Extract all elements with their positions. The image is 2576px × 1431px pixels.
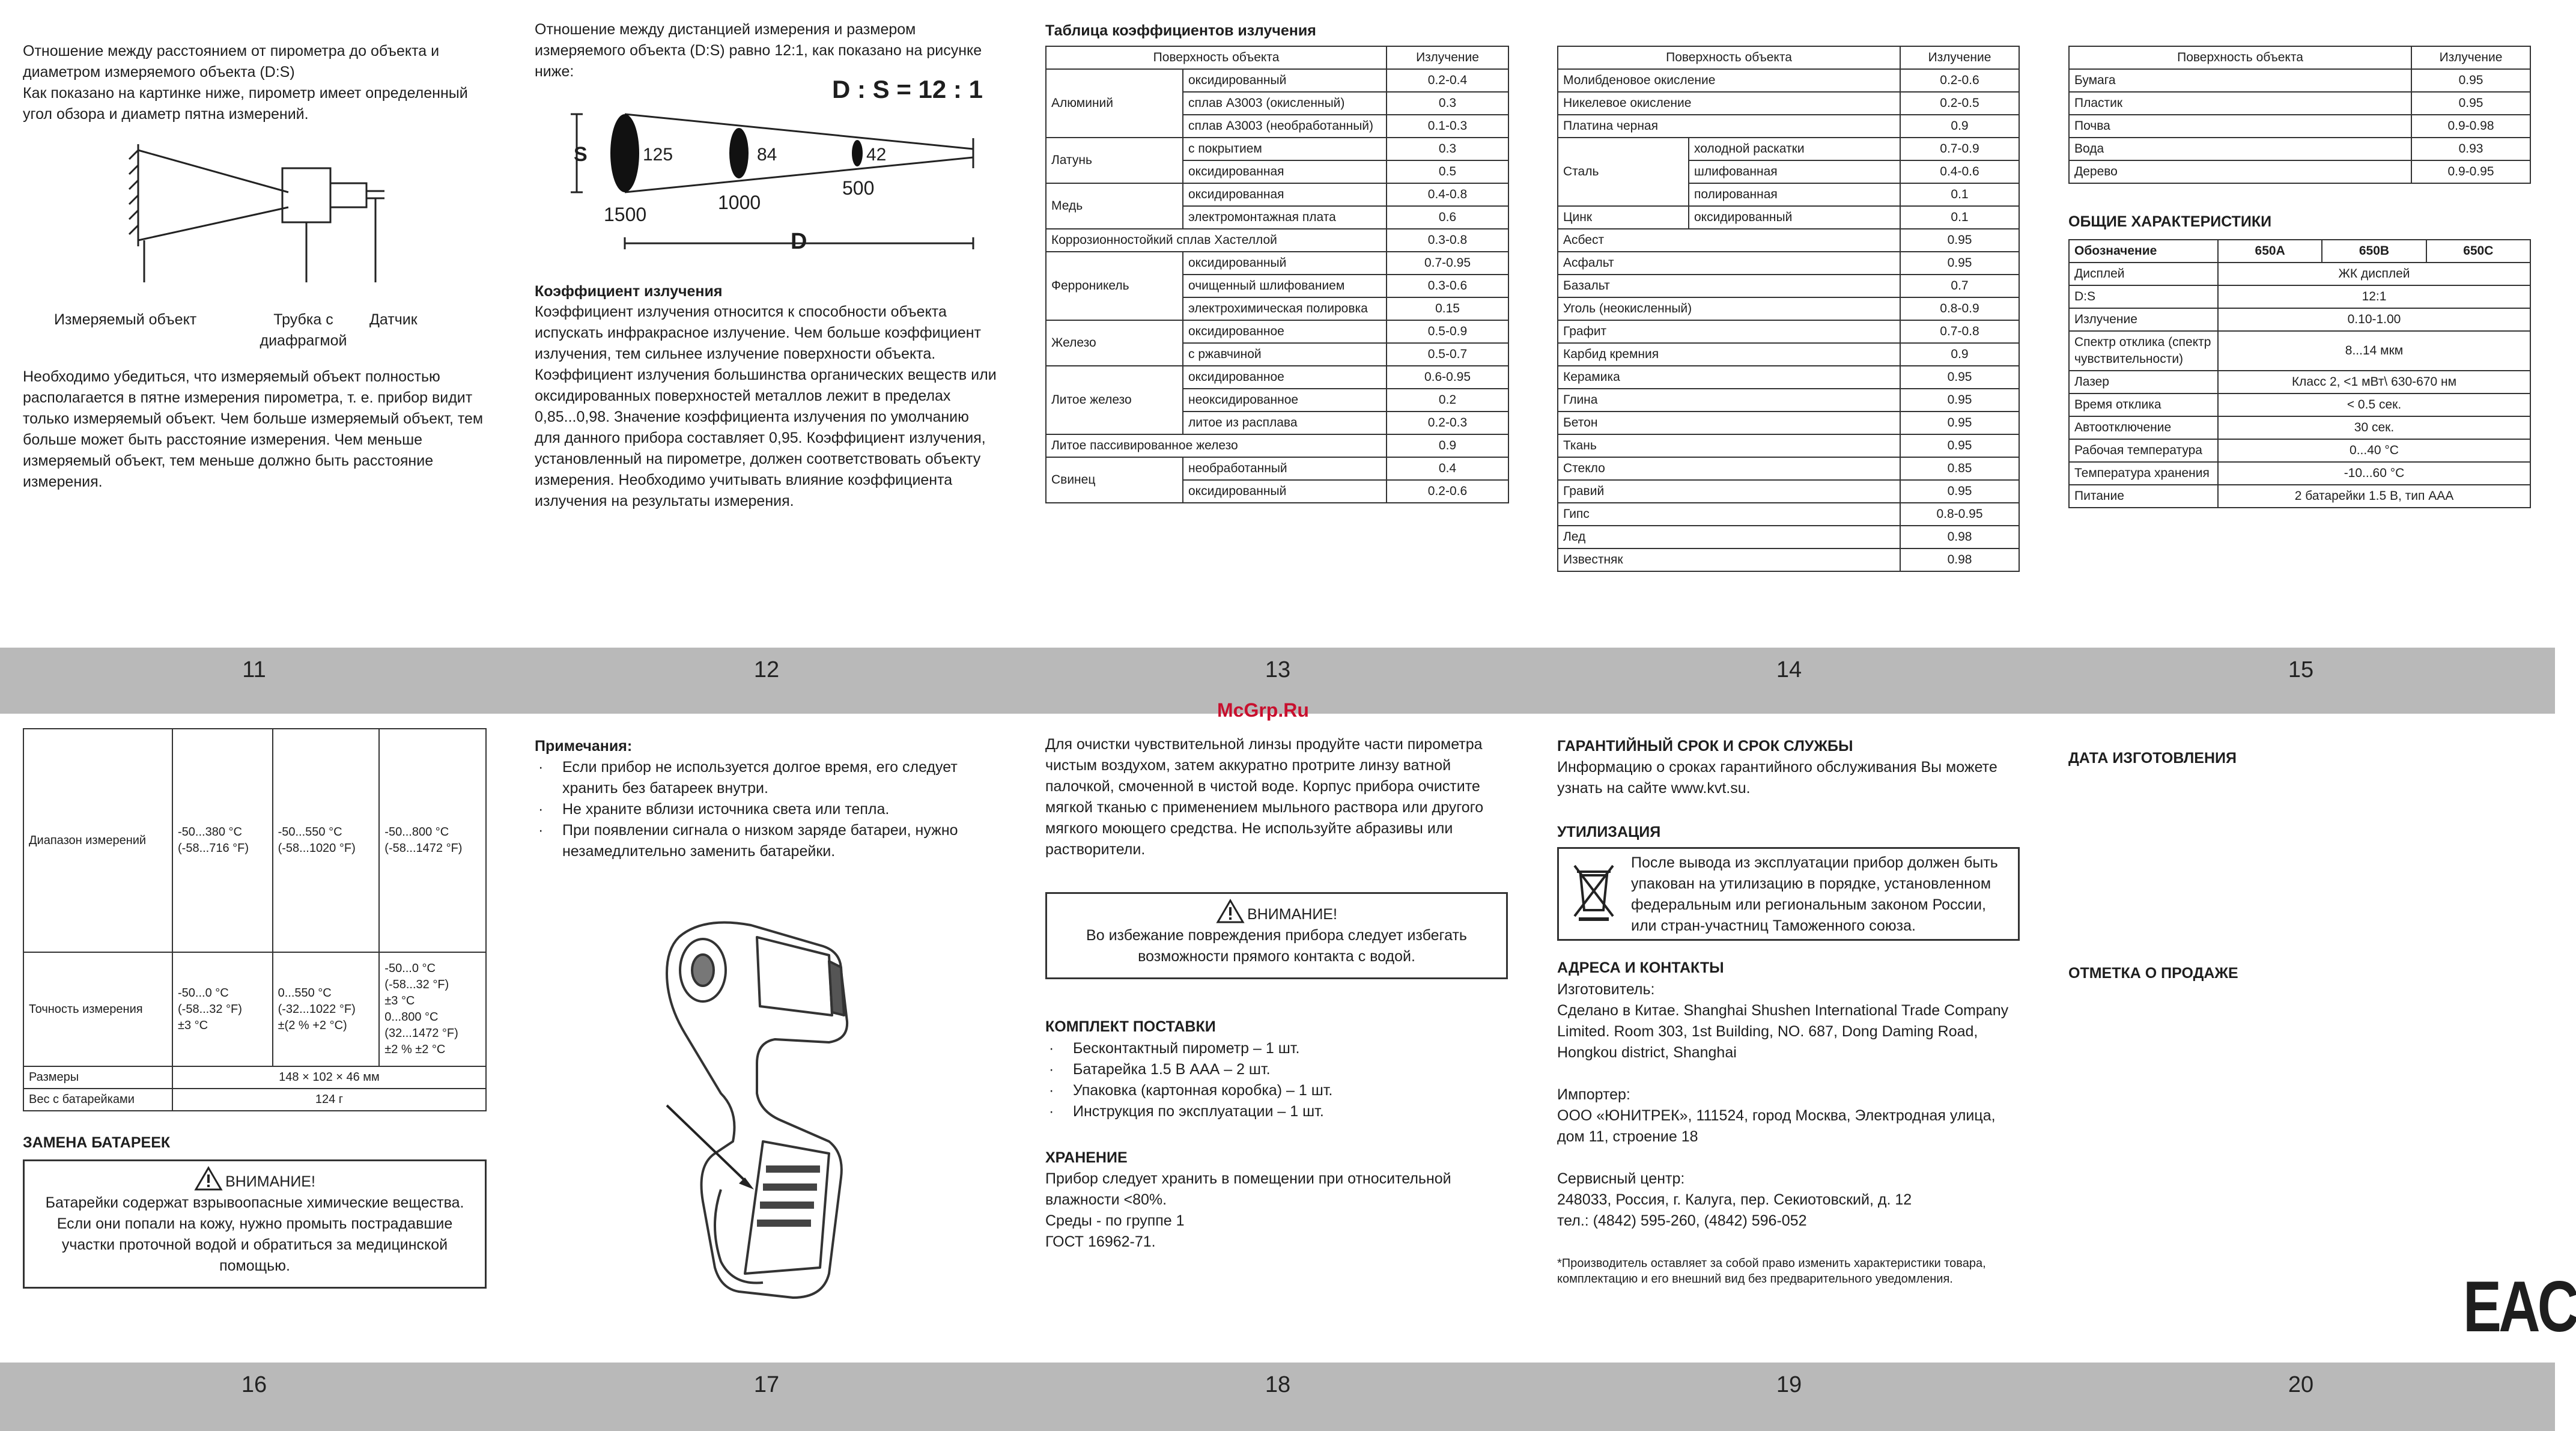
page-number: 15: [2288, 657, 2314, 682]
spec-row: [2069, 308, 2530, 331]
disposal-box: [1557, 847, 2020, 941]
emissivity-text: Коэффициент излучения относится к способности объекта испускать инфракрасное излучение. Чем больше коэффициент излучения, тем сильнее излучение поверхности объекта. Коэффициент излучения большинства органических веществ или оксидированных поверхностей металлов лежит в пределах 0,85...0,98. Значение коэффициента излучения по умолчанию для данного прибора составляет 0,95. Коэффициент излучения, установленный на пирометре, должен соответствовать объекту измерения. Необходимо учитывать влияние коэффициента излучения на результаты измерения.: [535, 303, 997, 509]
label-sensor: Датчик: [369, 311, 418, 328]
surface-name: Графит: [1558, 320, 1900, 343]
weee-bin-icon: [1570, 862, 1618, 922]
emissivity-value: 0.98: [1900, 548, 2019, 571]
weight-value: 124 г: [172, 1089, 486, 1111]
ds-ratio-diagram: [565, 102, 985, 258]
emissivity-table-3: [2068, 46, 2531, 184]
table-row: [1558, 434, 2019, 457]
battery-warning: [23, 1159, 487, 1289]
surface-group: Ферроникель: [1046, 252, 1183, 320]
spec-label: Дисплей: [2069, 263, 2218, 285]
surface-variant: сплав А3003 (окисленный): [1183, 92, 1387, 115]
page-number: 12: [753, 657, 780, 682]
warning-text: Батарейки содержат взрывоопасные химические вещества. Если они попали на кожу, нужно промыть пострадавшие участки проточной водой и обратиться за медицинской помощью.: [45, 1194, 464, 1274]
emissivity-heading: Коэффициент излучения: [535, 283, 723, 300]
emissivity-value: 0.85: [1900, 457, 2019, 480]
spot-84: 84: [757, 145, 777, 165]
emissivity-value: 0.1: [1900, 183, 2019, 206]
emissivity-table-2: [1557, 46, 2020, 572]
size-value: 148 × 102 × 46 мм: [172, 1066, 486, 1089]
surface-variant: холодной раскатки: [1689, 138, 1900, 160]
specs-table: [2068, 239, 2531, 508]
emissivity-value: 0.1: [1900, 206, 2019, 229]
table-header: [1558, 46, 2019, 69]
surface-group: Алюминий: [1046, 69, 1183, 138]
dist-1500: 1500: [604, 204, 647, 225]
note-item: · Если прибор не используется долгое время, его следует хранить без батареек внутри.: [535, 757, 991, 799]
accuracy-650c: -50...0 °С (-58...32 °F) ±3 °С 0...800 °С (32...1472 °F) ±2 % ±2 °С: [379, 952, 486, 1066]
table-row: [1558, 92, 2019, 115]
emissivity-value: 0.95: [1900, 252, 2019, 275]
spot-125: 125: [643, 145, 673, 165]
surface-variant: оксидированный: [1689, 206, 1900, 229]
emissivity-value: 0.95: [1900, 434, 2019, 457]
page-number: 11: [242, 657, 266, 682]
table-row: [2069, 138, 2530, 160]
spec-value: 0.10-1.00: [2218, 308, 2530, 331]
surface-variant: оксидированная: [1183, 183, 1387, 206]
emissivity-value: 0.7-0.95: [1387, 252, 1508, 275]
kit-title: КОМПЛЕКТ ПОСТАВКИ: [1045, 1018, 1216, 1035]
header-surface: Поверхность объекта: [1558, 46, 1900, 69]
emissivity-value: 0.6-0.95: [1387, 366, 1508, 389]
spec-row: [2069, 371, 2530, 393]
table-row: [1558, 412, 2019, 434]
spec-row: [2069, 331, 2530, 371]
emissivity-value: 0.2-0.4: [1387, 69, 1508, 92]
emissivity-value: 0.98: [1900, 526, 2019, 548]
weight-label: Вес с батарейками: [23, 1089, 172, 1111]
surface-group: Железо: [1046, 320, 1183, 366]
warning-text: Во избежание повреждения прибора следует избегать возможности прямого контакта с водой.: [1086, 927, 1467, 965]
spec-label: Время отклика: [2069, 393, 2218, 416]
contacts-title: АДРЕСА И КОНТАКТЫ: [1557, 959, 1724, 976]
emissivity-value: 0.2-0.6: [1387, 480, 1508, 503]
page-number: 16: [241, 1372, 267, 1397]
importer-text: ООО «ЮНИТРЕК», 111524, город Москва, Электродная улица, дом 11, строение 18: [1557, 1107, 1996, 1145]
spec-head-cell: Обозначение: [2069, 240, 2218, 263]
emissivity-value: 0.2-0.5: [1900, 92, 2019, 115]
page-11: [23, 41, 491, 125]
kit-item: · Упаковка (картонная коробка) – 1 шт.: [1045, 1080, 1508, 1101]
table-row: [1558, 503, 2019, 526]
spec-label: D:S: [2069, 285, 2218, 308]
surface-name: Литое пассивированное железо: [1046, 434, 1387, 457]
spec-label: Лазер: [2069, 371, 2218, 393]
emissivity-value: 0.5-0.7: [1387, 343, 1508, 366]
emissivity-value: 0.95: [2411, 69, 2530, 92]
table-row: [1558, 366, 2019, 389]
label-tube: Трубка с диафрагмой: [260, 311, 347, 349]
note-item: · При появлении сигнала о низком заряде батареи, нужно незамедлительно заменить батарейки.: [535, 820, 991, 862]
spec-head-cell: 650B: [2322, 240, 2426, 263]
emissivity-value: 0.9: [1900, 115, 2019, 138]
header-surface: Поверхность объекта: [1046, 46, 1387, 69]
table-row: [1558, 252, 2019, 275]
surface-group: Цинк: [1558, 206, 1689, 229]
table-header: [2069, 46, 2530, 69]
contacts-block: [1557, 979, 2020, 1232]
table-row: [1558, 389, 2019, 412]
spec-value: -10...60 °С: [2218, 462, 2530, 485]
emissivity-value: 0.2-0.6: [1900, 69, 2019, 92]
footnote: *Производитель оставляет за собой право изменить характеристики товара, комплектацию и его внешний вид без предварительного уведомления.: [1557, 1257, 1986, 1286]
table-row: [1046, 320, 1508, 343]
surface-group: Медь: [1046, 183, 1183, 229]
ds-ratio-label: D : S = 12 : 1: [832, 75, 983, 103]
table-row: [1046, 252, 1508, 275]
emissivity-value: 0.95: [2411, 92, 2530, 115]
surface-name: Асбест: [1558, 229, 1900, 252]
spot-42: 42: [866, 145, 887, 165]
header-emissivity: Излучение: [1900, 46, 2019, 69]
page-number: 18: [1265, 1372, 1291, 1397]
disposal-title: УТИЛИЗАЦИЯ: [1557, 824, 1661, 840]
spec-row: [2069, 393, 2530, 416]
emissivity-value: 0.7-0.9: [1900, 138, 2019, 160]
d-label: D: [791, 229, 807, 254]
warranty-text: Информацию о сроках гарантийного обслуживания Вы можете узнать на сайте www.kvt.su.: [1557, 759, 1997, 797]
accuracy-label: Точность измерения: [23, 952, 172, 1066]
emissivity-value: 0.9-0.95: [2411, 160, 2530, 183]
emissivity-value: 0.4: [1387, 457, 1508, 480]
surface-name: Бетон: [1558, 412, 1900, 434]
surface-name: Лед: [1558, 526, 1900, 548]
surface-name: Уголь (неокисленный): [1558, 297, 1900, 320]
emissivity-value: 0.95: [1900, 229, 2019, 252]
table-row: [2069, 160, 2530, 183]
service-text: 248033, Россия, г. Калуга, пер. Секиотовский, д. 12: [1557, 1191, 1912, 1208]
emissivity-value: 0.95: [1900, 412, 2019, 434]
surface-variant: шлифованная: [1689, 160, 1900, 183]
accuracy-650a: -50...0 °С (-58...32 °F) ±3 °С: [172, 952, 273, 1066]
kit-item: · Инструкция по эксплуатации – 1 шт.: [1045, 1101, 1508, 1122]
surface-name: Бумага: [2069, 69, 2411, 92]
spec-value: < 0.5 сек.: [2218, 393, 2530, 416]
disposal-text: После вывода из эксплуатации прибор должен быть упакован на утилизацию в порядке, установленном федеральным или региональным законом России, или стран-участниц Таможенного союза.: [1631, 854, 1998, 934]
surface-name: Гравий: [1558, 480, 1900, 503]
spec-label: Питание: [2069, 485, 2218, 508]
surface-variant: электромонтажная плата: [1183, 206, 1387, 229]
sale-mark-title: ОТМЕТКА О ПРОДАЖЕ: [2068, 965, 2238, 982]
table-row: [1046, 69, 1508, 92]
emissivity-value: 0.3-0.8: [1387, 229, 1508, 252]
emissivity-value: 0.1-0.3: [1387, 115, 1508, 138]
table-row: [1046, 434, 1508, 457]
notes-title: Примечания:: [535, 738, 633, 755]
spec-label: Автоотключение: [2069, 416, 2218, 439]
water-warning: [1045, 892, 1508, 979]
importer-label: Импортер:: [1557, 1086, 1630, 1103]
surface-name: Пластик: [2069, 92, 2411, 115]
emissivity-value: 0.95: [1900, 389, 2019, 412]
emissivity-value: 0.9: [1387, 434, 1508, 457]
spec-value: 30 сек.: [2218, 416, 2530, 439]
spec-head-cell: 650C: [2426, 240, 2530, 263]
page-number: 19: [1776, 1372, 1802, 1397]
maker-label: Изготовитель:: [1557, 981, 1655, 998]
warning-title: ВНИМАНИЕ!: [225, 1173, 315, 1190]
warning-icon: [1216, 899, 1245, 924]
table-row: [1558, 206, 2019, 229]
manufacture-date-title: ДАТА ИЗГОТОВЛЕНИЯ: [2068, 750, 2237, 767]
surface-group: Латунь: [1046, 138, 1183, 183]
spec-value: 12:1: [2218, 285, 2530, 308]
spec-label: Температура хранения: [2069, 462, 2218, 485]
kit-item: · Батарейка 1.5 В ААА – 2 шт.: [1045, 1059, 1508, 1080]
table-row: [1558, 229, 2019, 252]
emissivity-value: 0.9: [1900, 343, 2019, 366]
size-label: Размеры: [23, 1066, 172, 1089]
emissivity-value: 0.6: [1387, 206, 1508, 229]
accuracy-table: [23, 728, 487, 1111]
maker-text: Сделано в Китае. Shanghai Shushen International Trade Company Limited. Room 303, 1st Building, NO. 687, Dong Daming Road, Hongkou district, Shanghai: [1557, 1002, 2009, 1061]
label-object: Измеряемый объект: [54, 311, 197, 328]
table-row: [1558, 115, 2019, 138]
ds-ratio-intro: Отношение между дистанцией измерения и размером измеряемого объекта (D:S) равно 12:1, как показано на рисунке ниже:: [535, 21, 982, 80]
accuracy-650b: 0...550 °С (-32...1022 °F) ±(2 % +2 °С): [273, 952, 380, 1066]
storage-text: Прибор следует хранить в помещении при относительной влажности <80%. Среды - по группе 1 ГОСТ 16962-71.: [1045, 1170, 1451, 1250]
emissivity-value: 0.93: [2411, 138, 2530, 160]
page-number: 14: [1776, 657, 1802, 682]
emissivity-table-1: [1045, 46, 1509, 503]
ds-intro-2: Как показано на картинке ниже, пирометр имеет определенный угол обзора и диаметр пятна измерений.: [23, 85, 468, 123]
surface-variant: с ржавчиной: [1183, 343, 1387, 366]
surface-name: Никелевое окисление: [1558, 92, 1900, 115]
surface-group: Сталь: [1558, 138, 1689, 206]
table-row: [1558, 320, 2019, 343]
surface-name: Стекло: [1558, 457, 1900, 480]
warranty-title: ГАРАНТИЙНЫЙ СРОК И СРОК СЛУЖБЫ: [1557, 738, 1853, 755]
table-row: [1558, 526, 2019, 548]
emissivity-value: 0.2-0.3: [1387, 412, 1508, 434]
table-row: [1046, 457, 1508, 480]
page-number: 17: [753, 1372, 780, 1397]
spec-header: [2069, 240, 2530, 263]
table-row: [1558, 343, 2019, 366]
surface-variant: сплав А3003 (необработанный): [1183, 115, 1387, 138]
spec-value: Класс 2, <1 мВт\ 630-670 нм: [2218, 371, 2530, 393]
emissivity-value: 0.3: [1387, 92, 1508, 115]
surface-name: Гипс: [1558, 503, 1900, 526]
table-row: [1558, 138, 2019, 160]
surface-name: Почва: [2069, 115, 2411, 138]
object-text: Необходимо убедиться, что измеряемый объект полностью располагается в пятне измерения пирометра, т. е. прибор видит только измеряемый объект. Чем больше измеряемый объект, тем больше может быть расстояние измерения. Чем меньше измеряемый объект, тем меньше должно быть расстояние измерения.: [23, 368, 484, 490]
spec-label: Излучение: [2069, 308, 2218, 331]
surface-variant: литое из расплава: [1183, 412, 1387, 434]
kit-item: · Бесконтактный пирометр – 1 шт.: [1045, 1038, 1508, 1059]
surface-variant: с покрытием: [1183, 138, 1387, 160]
surface-name: Платина черная: [1558, 115, 1900, 138]
table-row: [2069, 115, 2530, 138]
range-650b: -50...550 °С (-58...1020 °F): [273, 729, 380, 952]
table-row: [2069, 69, 2530, 92]
kit-list: [1045, 1038, 1508, 1122]
storage-title: ХРАНЕНИЕ: [1045, 1149, 1128, 1166]
dist-1000: 1000: [718, 192, 761, 213]
surface-name: Базальт: [1558, 275, 1900, 297]
page-number: 20: [2288, 1372, 2314, 1397]
notes-list: [535, 757, 991, 862]
emissivity-value: 0.5-0.9: [1387, 320, 1508, 343]
table-row: [1558, 457, 2019, 480]
surface-name: Дерево: [2069, 160, 2411, 183]
cleaning-text: Для очистки чувствительной линзы продуйте части пирометра чистым воздухом, затем аккуратно протрите линзу ватной палочкой, смоченной в чистой воде. Корпус прибора очистите мягкой тканью с применением мыльного раствора или другого мягкого моющего средства. Не используйте абразивы или растворители.: [1045, 736, 1484, 858]
spec-row: [2069, 416, 2530, 439]
surface-group: Литое железо: [1046, 366, 1183, 434]
spec-value: 2 батарейки 1.5 В, тип ААА: [2218, 485, 2530, 508]
surface-name: Асфальт: [1558, 252, 1900, 275]
header-emissivity: Излучение: [2411, 46, 2530, 69]
service-label: Сервисный центр:: [1557, 1170, 1685, 1187]
emissivity-value: 0.7: [1900, 275, 2019, 297]
range-label: Диапазон измерений: [23, 729, 172, 952]
emissivity-value: 0.3: [1387, 138, 1508, 160]
surface-variant: очищенный шлифованием: [1183, 275, 1387, 297]
spec-row: [2069, 285, 2530, 308]
header-surface: Поверхность объекта: [2069, 46, 2411, 69]
table-row: [1046, 366, 1508, 389]
emissivity-value: 0.5: [1387, 160, 1508, 183]
pyrometer-view-diagram: [120, 138, 409, 258]
emissivity-table-title: Таблица коэффициентов излучения: [1045, 22, 1316, 39]
spec-head-cell: 650A: [2218, 240, 2322, 263]
surface-name: Известняк: [1558, 548, 1900, 571]
specs-title: ОБЩИЕ ХАРАКТЕРИСТИКИ: [2068, 213, 2272, 230]
surface-name: Ткань: [1558, 434, 1900, 457]
battery-title: ЗАМЕНА БАТАРЕЕК: [23, 1134, 171, 1151]
surface-variant: оксидированное: [1183, 320, 1387, 343]
emissivity-value: 0.4-0.6: [1900, 160, 2019, 183]
surface-variant: необработанный: [1183, 457, 1387, 480]
emissivity-value: 0.95: [1900, 366, 2019, 389]
emissivity-value: 0.8-0.9: [1900, 297, 2019, 320]
surface-name: Коррозионностойкий сплав Хастеллой: [1046, 229, 1387, 252]
surface-variant: оксидированный: [1183, 252, 1387, 275]
table-header: [1046, 46, 1508, 69]
range-650a: -50...380 °С (-58...716 °F): [172, 729, 273, 952]
table-row: [1046, 138, 1508, 160]
range-650c: -50...800 °С (-58...1472 °F): [379, 729, 486, 952]
surface-group: Свинец: [1046, 457, 1183, 503]
note-item: · Не храните вблизи источника света или тепла.: [535, 799, 991, 820]
brand-watermark: McGrp.Ru: [1217, 699, 1309, 721]
emissivity-value: 0.3-0.6: [1387, 275, 1508, 297]
surface-name: Карбид кремния: [1558, 343, 1900, 366]
table-row: [1558, 548, 2019, 571]
spec-label: Спектр отклика (спектр чувствительности): [2069, 331, 2218, 371]
page-number: 13: [1265, 657, 1291, 682]
emissivity-value: 0.2: [1387, 389, 1508, 412]
emissivity-value: 0.95: [1900, 480, 2019, 503]
s-label: S: [574, 143, 588, 166]
surface-name: Керамика: [1558, 366, 1900, 389]
table-row: [1046, 183, 1508, 206]
surface-name: Молибденовое окисление: [1558, 69, 1900, 92]
spec-row: [2069, 485, 2530, 508]
warning-icon: [194, 1166, 223, 1191]
spec-value: 8...14 мкм: [2218, 331, 2530, 371]
table-row: [2069, 92, 2530, 115]
surface-variant: оксидированный: [1183, 69, 1387, 92]
spec-value: ЖК дисплей: [2218, 263, 2530, 285]
emissivity-value: 0.8-0.95: [1900, 503, 2019, 526]
surface-variant: оксидированное: [1183, 366, 1387, 389]
dist-500: 500: [842, 177, 875, 199]
table-row: [1558, 480, 2019, 503]
surface-variant: оксидированная: [1183, 160, 1387, 183]
spec-row: [2069, 439, 2530, 462]
surface-variant: электрохимическая полировка: [1183, 297, 1387, 320]
spec-row: [2069, 263, 2530, 285]
table-row: [1558, 275, 2019, 297]
spec-value: 0...40 °С: [2218, 439, 2530, 462]
surface-name: Вода: [2069, 138, 2411, 160]
table-row: [1558, 69, 2019, 92]
warning-title: ВНИМАНИЕ!: [1247, 906, 1337, 923]
service-phone: тел.: (4842) 595-260, (4842) 596-052: [1557, 1212, 1807, 1229]
ds-intro: Отношение между расстоянием от пирометра до объекта и диаметром измеряемого объекта (D:S): [23, 43, 440, 81]
page-number-band-bottom: [0, 1363, 2555, 1431]
table-row: [1558, 297, 2019, 320]
surface-name: Глина: [1558, 389, 1900, 412]
emissivity-value: 0.7-0.8: [1900, 320, 2019, 343]
emissivity-value: 0.15: [1387, 297, 1508, 320]
spec-row: [2069, 462, 2530, 485]
surface-variant: оксидированный: [1183, 480, 1387, 503]
surface-variant: неоксидированное: [1183, 389, 1387, 412]
eac-mark: EAC: [2463, 1266, 2576, 1347]
header-emissivity: Излучение: [1387, 46, 1508, 69]
emissivity-value: 0.4-0.8: [1387, 183, 1508, 206]
surface-variant: полированная: [1689, 183, 1900, 206]
emissivity-value: 0.9-0.98: [2411, 115, 2530, 138]
spec-label: Рабочая температура: [2069, 439, 2218, 462]
table-row: [1046, 229, 1508, 252]
pyrometer-device-illustration: [649, 913, 877, 1304]
